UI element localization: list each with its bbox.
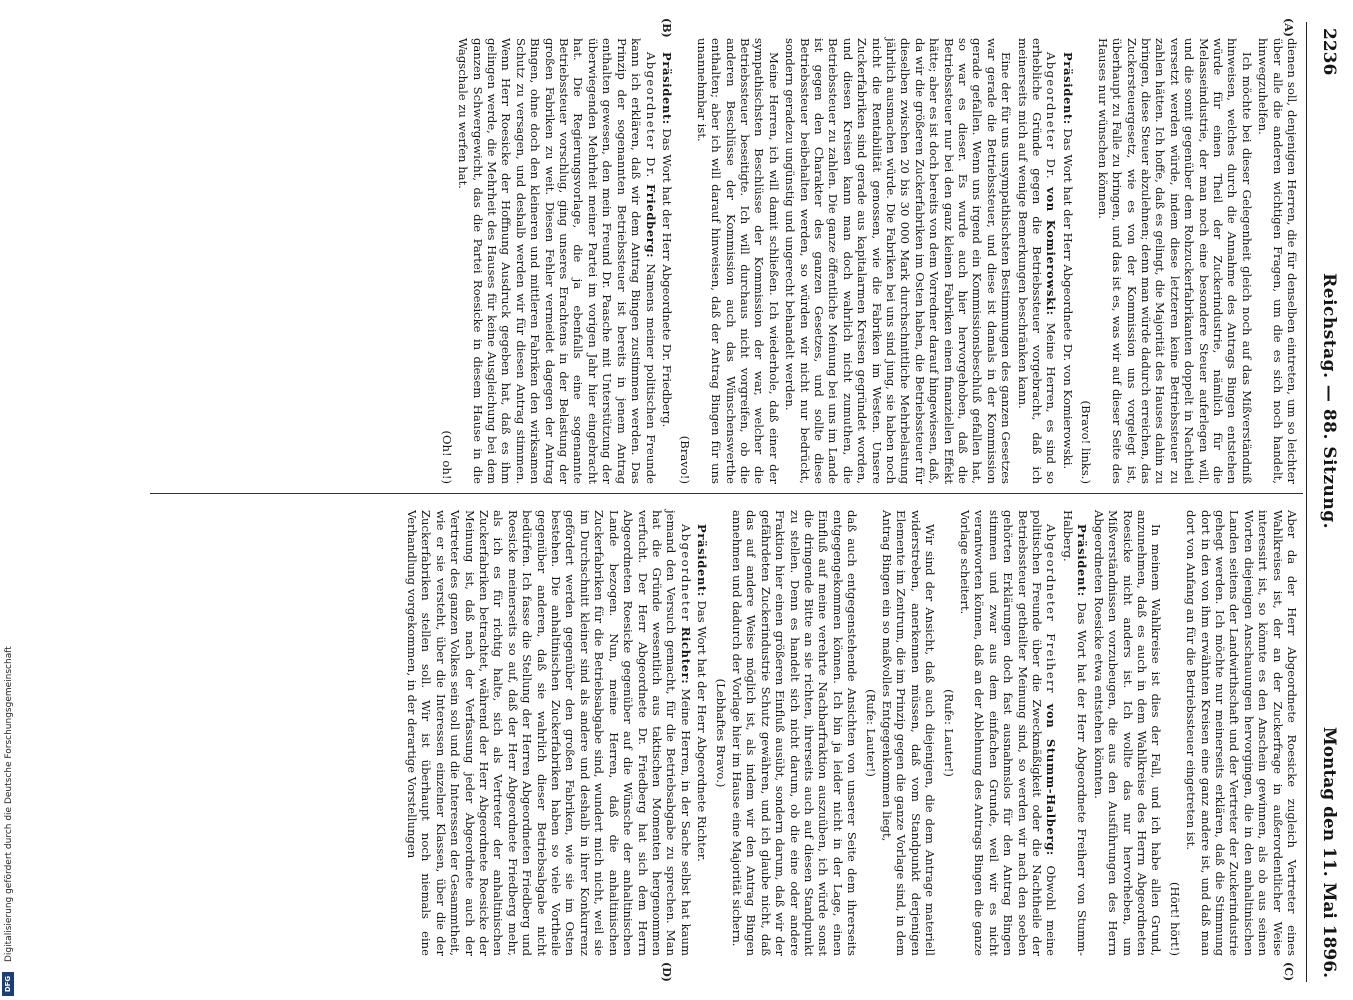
paragraph: In meinem Wahlkreise ist dies der Fall, und ich habe allen Grund, anzunehmen, daß es auch in dem Wahlkreise des Herrn Abgeordneten Roesicke nicht anders ist. Ich wollte das nur hervorheben, um Mißverständnissen vorzubeugen, die aus den Ausführungen des Herrn Abgeordneten Roesicke etwa entstehen könnten.: [1091, 510, 1164, 956]
reaction: (Bravo! links.): [1079, 400, 1094, 484]
marker-a: (A): [1282, 18, 1295, 37]
page-title: Reichstag. — 88. Sitzung.: [1319, 273, 1339, 530]
paragraph: dienen soll, denjenigen Herren, die für denselben eintreten, um so leichter über alle die anderen wichtigen Fragen, um die es sich noch handelt, hinwegzuhelfen.: [1256, 38, 1299, 484]
page-header: [1309, 28, 1339, 978]
speech-text: Meine Herren, in der Sache selbst hat kaum jemand den Versuch gemacht, für die Betriebsabgabe zu sprechen. Man hat die Gründe wesentlich aus taktischen Momenten hergenommen verfucht. Der Herr Abgeordnete Dr. Friedberg hat sich dem Herrn Abgeordneten Roesicke gegenüber auf die Wünsche der anhaltinischen Lande bezogen. Nun, meine Herren, daß die anhaltinischen Zuckerfabriken für die Betriebsabgabe sind, wundert mich nicht, weil sie im Durchschnitt kleiner sind als andere und deshalb in ihrer Konkurrenz gefördert werden gegenüber den großen Fabriken, wie sie im Osten bestehen. Die anhaltinischen Zuckerfabriken haben so viele Vortheile gegenüber anderen, daß sie wahrlich dieser Betriebsabgabe nicht bedürfen. Ich fasse die Stellung der Herren Abgeordneten Friedberg und Roesicke meinerseits so auf, daß der Herr Abgeordnete Friedberg mehr, als ich es für richtig halte, sich als Vertreter der anhaltinischen Zuckerfabriken betrachtet, während der Herr Abgeordnete Roesicke der Meinung ist, daß nach der Verfassung jeder Abgeordnete auch der Vertreter des ganzen Volkes sein soll und die Interessen der Gesammtheit, wie er sie versteht, über die Interessen einzelner Klassen, über die der Zuckerfabriken stellen soll. Wir ist überhaupt noch niemals eine Verhandlung vorgekommen, in der derartige Vorstellungen: [405, 510, 693, 957]
speaker-intro: Abgeordneter Freiherr: [1044, 524, 1059, 695]
speaker-name: Friedberg:: [643, 184, 658, 259]
speaker-label: Präsident:: [1075, 524, 1090, 597]
page-number: 2236: [1319, 28, 1339, 76]
speech-friedberg: [456, 38, 658, 484]
dfg-logo: [2, 972, 14, 996]
speaker-name: von Stumm-Halberg:: [1044, 703, 1059, 856]
speech-text: Das Wort hat der Herr Abgeordnete Dr. von Komierowski.: [1060, 128, 1075, 470]
speech-text: Meine Herren, es sind so erhebliche Gründe gegen die Betriebssteuer vorgebracht, daß ich meinerseits mich auf wenige Bemerkungen beschränken kann.: [1015, 38, 1059, 485]
speech-text: Das Wort hat der Herr Abgeordnete Richter.: [695, 600, 710, 862]
reaction: (Lebhaftes Bravo.): [713, 678, 728, 788]
marker-d: (D): [660, 962, 673, 982]
reaction: (Oh! oh!): [439, 430, 454, 484]
speech-richter: [405, 510, 693, 956]
logo-text: DFG: [4, 975, 12, 993]
paragraph: Aber da der Herr Abgeordnete Roesicke zugleich Vertreter eines Wahlkreises ist, der an der Zuckerfrage in außerordentlicher Weise interessirt ist, so könnte es den Anschein gewinnen, als ob aus seinen Worten diejenigen Anschauungen hervorgingen, die in den anhaltinischen Landen seitens der Landwirthschaft und der Vertreter der Zuckerindustrie gehegt werden. Ich möchte nur meinerseits erklären, daß die Stimmung dort in den von ihm erwähnten Kreisen eine ganz andere ist, und daß man dort von Anfang an für die Betriebssteuer eingetreten ist.: [1184, 510, 1299, 956]
page-date: Montag den 11. Mai 1896.: [1319, 726, 1339, 978]
speech-president: [660, 38, 674, 484]
reaction: (Hört! hört!): [1167, 882, 1182, 956]
reaction: (Rufe: Lauter!): [863, 689, 878, 777]
paragraph: Wir sind der Ansicht, daß auch diejenigen, die dem Antrage materiell widerstreben, anerkennen müssen, daß vom Standpunkt derjenigen Elemente im Zentrum, die im Prinzip gegen die ganze Vorlage sind, in dem Antrag Bingen ein so maßvolles Entgegenkommen liegt,: [880, 510, 938, 956]
column-divider: [150, 493, 1303, 494]
header-rule: [1306, 22, 1307, 982]
reaction: (Bravo!): [678, 435, 693, 484]
funding-note: Digitalisierung gefördert durch die Deutsche Forschungsgemeinschaft: [4, 646, 14, 962]
marker-b: (B): [660, 18, 673, 38]
speech-text: Das Wort hat der Herr Abgeordnete Dr. Friedberg.: [659, 128, 674, 428]
speaker-name: von Komierowski:: [1044, 187, 1059, 316]
speaker-intro: Abgeordneter Dr.: [1044, 52, 1059, 181]
paragraph: Meine Herren, ich will damit schließen. Ich wiederhole, daß einer der sympathischsten Beschlüsse der Kommission der war, welcher die Betriebssteuer beseitigte. Ich will durchaus nicht vorgreifen, ob die anderen Beschlüsse der Kommission auch das Wünschenswerthe enthalten; aber ich will darauf hinweisen, daß der Antrag Bingen für uns unannehmbar ist.: [694, 38, 781, 484]
speaker-label: Präsident:: [695, 524, 710, 597]
paragraph: Eine der für uns unsympathischsten Bestimmungen des ganzen Gesetzes war gerade die Betriebssteuer, und diese ist damals in der Kommission gerade gefallen. Wenn uns irgend ein Kommissionsbeschluß gefallen hat, so war es dieser. Es wurde auch hier hervorgehoben, daß die Betriebssteuer nur bei den ganz kleinen Fabriken einen finanziellen Effekt hätte; aber es ist doch bereits von dem Vorredner darauf hingewiesen, daß, da wir die größeren Zuckerfabriken im Osten haben, die Betriebssteuer für dieselben zwischen 20 bis 30 000 Mark durchschnittliche Mehrbelastung jährlich ausmachen würde. Die Fabriken bei uns sind jung, sie haben noch nicht die Rentabilität genossen, wie die Fabriken im Westen. Unsere Zuckerfabriken sind gerade aus kapitalarmen Kreisen gegründet worden, und diesen Kreisen kann man doch wahrlich nicht zumuthen, die Betriebssteuer zu zahlen. Die ganze öffentliche Meinung bei uns im Lande ist gegen den Charakter des ganzen Gesetzes, und sollte diese Betriebssteuer beibehalten werden, so würden wir nicht nur bedrückt, sondern geradezu ungünstig und ungerecht behandelt werden.: [783, 38, 1014, 484]
speech-komierowski: [1015, 38, 1058, 484]
speaker-intro: Abgeordneter: [678, 524, 693, 623]
speech-text: Namens meiner politischen Freunde kann ich erklären, daß wir dem Antrag Bingen zustimmen werden. Das Prinzip der sogenannten Betriebssteuer ist bereits in jenem Antrag enthalten gewesen, den mein Freund Dr. Paasche mit Unterstützung der überwiegenden Mehrheit meiner Partei im vorigen Jahr hier eingebracht hat. Die Regierungsvorlage, die ja ebenfalls eine sogenannte Betriebssteuer vorschlug, ging unseres Erachtens in der Belastung der großen Fabriken zu weit. Diesen Fehler vermeidet dagegen der Antrag Bingen, ohne doch den kleineren und mittleren Fabriken den wirksamen Schutz zu versagen, und deshalb werden wir für diesen Antrag stimmen. Wenn Herr Roesicke der Hoffnung Ausdruck gegeben hat, daß es ihm gelingen werde, die Mehrheit des Hauses für keine Ausgleichung bei dem ganzen Schwergewicht, das die Partei Roesicke in diesem Hause in die Wagschale zu werfen hat.: [456, 38, 658, 484]
speech-text: Das Wort hat der Herr Abgeordnete Freiherr von Stumm-Halberg.: [1060, 510, 1090, 957]
speech-stumm-halberg: [958, 510, 1059, 956]
left-column: [435, 38, 1299, 484]
speaker-label: Präsident:: [659, 52, 674, 125]
speaker-intro: Abgeordneter Dr.: [643, 52, 658, 179]
speech-president: [695, 510, 709, 956]
paragraph: daß auch entgegenstehende Ansichten von unserer Seite dem ihrerseits entgegengekommen können. Ich bin ja leider nicht in der Lage, einen Einfluß auf meine verehrte Nachbarfraktion auszuüben, ich würde sonst die dringende Bitte an sie richten, ihrerseits auch auf diesen Standpunkt zu stellen. Denn es handelt sich nicht darum, ob die eine oder andere Fraktion hier einen größeren Einfluß ausübt, sondern darum, daß wir der gefährdeten Zuckerindustrie Schutz gewähren, und ich glaube nicht, daß das auf andere Weise möglich ist, als indem wir den Antrag Bingen annehmen und dadurch der Vorlage hier im Hause eine Majorität sichern.: [729, 510, 860, 956]
marker-c: (C): [1282, 962, 1295, 982]
reaction: (Rufe: Lauter!): [941, 689, 956, 777]
right-column: [403, 510, 1299, 956]
paragraph: Ich möchte bei dieser Gelegenheit gleich noch auf das Mißverständniß hinweisen, welches durch die Annahme des Antrags Bingen entstehen würde für einen Theil der Zuckerindustrie, nämlich für die Melasseindustrie, der man noch eine besondere Steuer auferlegen will, und die somit gegenüber dem Rohzuckerfabrikanten doppelt in Nachtheil versetzt werden würde, indem diese letzteren keine Betriebssteuer zu zahlen hätten. Ich hoffe, daß es gelingt, die Majorität des Hauses dahin zu bringen, diese Steuer abzulehnen; denn man würde dadurch erreichen, das Zuckersteuergesetz, wie es von der Kommission uns vorgelegt ist, überhaupt zu Falle zu bringen, und das ist es, was wir auf dieser Seite des Hauses nur wünschen können.: [1095, 38, 1254, 484]
speech-text: Obwohl meine politischen Freunde über die Zweckmäßigkeit oder die Nachtheile der Betriebssteuer getheilter Meinung sind, so werden wir nach den soeben gehörten Erklärungen doch fast ausnahmslos für den Antrag Bingen stimmen und zwar aus dem einfachen Grunde, weil wir es nicht verantworten können, daß an der Ablehnung des Antrags Bingen die ganze Vorlage scheitert.: [958, 510, 1059, 957]
speech-president: [1061, 38, 1075, 484]
speaker-name: Richter:: [678, 626, 693, 685]
speaker-label: Präsident:: [1060, 52, 1075, 125]
speech-president: [1061, 510, 1090, 956]
